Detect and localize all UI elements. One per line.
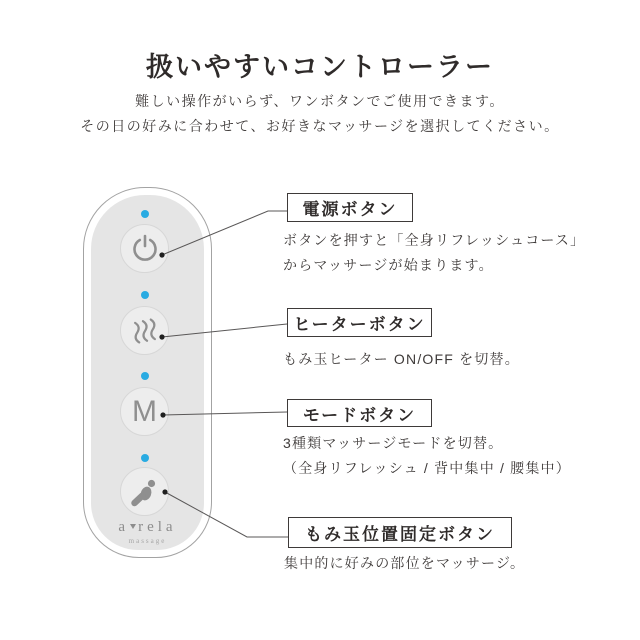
- description-line: からマッサージが始まります。: [283, 257, 494, 273]
- description-line: もみ玉ヒーター ON/OFF を切替。: [283, 351, 520, 367]
- description-line: 3種類マッサージモードを切替。: [283, 435, 504, 451]
- callout-description-position: [284, 551, 525, 576]
- subtitle-line-2: その日の好みに合わせて、お好きなマッサージを選択してください。: [80, 118, 560, 134]
- indicator-led-position: [141, 454, 149, 462]
- callout-description-power: [283, 228, 585, 278]
- heater-button: [120, 306, 169, 355]
- indicator-led-heater: [141, 291, 149, 299]
- callout-description-heater: [283, 347, 520, 372]
- recliner-person-icon: [130, 477, 160, 507]
- heat-waves-icon: [129, 315, 161, 347]
- description-line: （全身リフレッシュ / 背中集中 / 腰集中）: [283, 460, 571, 476]
- callout-description-mode: [283, 431, 571, 481]
- brand-triangle-icon: [130, 524, 136, 529]
- page-title: 扱いやすいコントローラー: [146, 52, 494, 82]
- power-icon: [130, 234, 160, 264]
- brand-name: a rela: [118, 519, 177, 535]
- subtitle-line-1: 難しい操作がいらず、ワンボタンでご使用できます。: [135, 93, 505, 109]
- knead-position-button: [120, 467, 169, 516]
- brand-logo: [84, 520, 211, 545]
- indicator-led-power: [141, 210, 149, 218]
- description-line: 集中的に好みの部位をマッサージ。: [284, 555, 526, 571]
- callout-label-power: 電源ボタン: [287, 193, 413, 222]
- brand-subtext: massage: [128, 537, 167, 545]
- callout-label-position: もみ玉位置固定ボタン: [288, 517, 512, 548]
- mode-button-letter: M: [132, 394, 157, 428]
- mode-button: [120, 387, 169, 436]
- description-line: ボタンを押すと「全身リフレッシュコース」: [283, 232, 586, 248]
- callout-label-heater: ヒーターボタン: [287, 308, 432, 337]
- callout-label-mode: モードボタン: [287, 399, 432, 427]
- remote-controller: [83, 187, 212, 558]
- indicator-led-mode: [141, 372, 149, 380]
- power-button: [120, 224, 169, 273]
